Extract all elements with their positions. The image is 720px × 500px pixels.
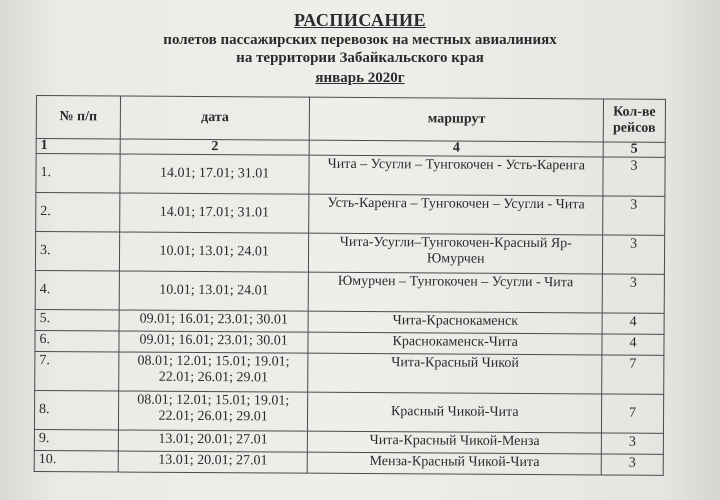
index-cell: 2 <box>120 139 310 155</box>
row-number: 2. <box>36 193 120 233</box>
header-row <box>36 96 665 143</box>
row-count: 3 <box>601 454 663 475</box>
index-cell: 5 <box>603 142 665 157</box>
row-count: 4 <box>602 334 664 355</box>
header-count: Кол-ве рейсов <box>603 99 665 142</box>
table-row <box>36 154 665 197</box>
period-label: январь 2020г <box>315 70 405 86</box>
row-number: 9. <box>34 429 118 451</box>
subtitle-line-1: полетов пассажирских перевозок на местных авиалиниях <box>163 32 557 48</box>
row-date: 09.01; 16.01; 23.01; 30.01 <box>119 310 309 332</box>
row-route: Чита – Усугли – Тунгокочен - Усть-Каренга <box>309 155 603 196</box>
row-date: 08.01; 12.01; 15.01; 19.01; 22.01; 26.01; 29.01 <box>118 391 308 431</box>
row-count: 3 <box>603 196 665 235</box>
row-number: 1. <box>36 154 120 194</box>
row-route: Усть-Каренга – Тунгокочен – Усугли - Чита <box>309 194 603 235</box>
subtitle-line-2: на территории Забайкальского края <box>236 50 484 66</box>
table-row <box>34 390 663 433</box>
table-row <box>35 270 664 313</box>
row-route: Чита-Красный Чикой <box>308 353 602 394</box>
row-date: 08.01; 12.01; 15.01; 19.01; 22.01; 26.01; 29.01 <box>119 352 309 392</box>
schedule-table <box>34 95 666 476</box>
row-number: 6. <box>35 330 119 352</box>
row-count: 3 <box>601 433 663 454</box>
row-route: Красный Чикой-Чита <box>308 392 602 433</box>
row-date: 09.01; 16.01; 23.01; 30.01 <box>119 331 309 353</box>
table-row <box>35 351 664 394</box>
index-cell: 1 <box>36 139 120 155</box>
row-number: 8. <box>34 390 118 430</box>
row-route: Чита-Усугли–Тунгокочен-Красный Яр-Юмурчен <box>309 233 603 274</box>
row-number: 4. <box>35 270 119 310</box>
row-number: 3. <box>35 232 119 272</box>
row-date: 13.01; 20.01; 27.01 <box>118 430 308 452</box>
row-date: 10.01; 13.01; 24.01 <box>119 271 309 311</box>
row-number: 10. <box>34 450 118 472</box>
row-route: Краснокаменск-Чита <box>308 332 602 355</box>
row-count: 7 <box>602 355 664 394</box>
index-cell: 4 <box>310 140 604 157</box>
row-route: Чита-Красный Чикой-Менза <box>308 431 602 454</box>
table-row <box>36 193 665 236</box>
row-route: Чита-Краснокаменск <box>309 311 603 334</box>
row-number: 5. <box>35 309 119 331</box>
row-count: 3 <box>602 274 664 313</box>
row-count: 4 <box>602 313 664 334</box>
row-date: 10.01; 13.01; 24.01 <box>119 232 309 272</box>
row-count: 3 <box>603 157 665 196</box>
row-count: 7 <box>601 394 663 433</box>
page-title: РАСПИСАНИЕ <box>294 10 426 30</box>
table-row <box>35 232 664 275</box>
table-row <box>34 450 663 475</box>
row-date: 14.01; 17.01; 31.01 <box>120 154 310 194</box>
row-number: 7. <box>35 351 119 391</box>
row-date: 14.01; 17.01; 31.01 <box>120 193 310 233</box>
row-route: Менза-Красный Чикой-Чита <box>308 452 602 475</box>
header-date: дата <box>120 96 310 140</box>
row-count: 3 <box>602 235 664 274</box>
header-number: № п/п <box>36 96 120 140</box>
header-route: маршрут <box>310 97 604 142</box>
row-date: 13.01; 20.01; 27.01 <box>118 451 308 473</box>
row-route: Юмурчен – Тунгокочен – Усугли - Чита <box>309 272 603 313</box>
